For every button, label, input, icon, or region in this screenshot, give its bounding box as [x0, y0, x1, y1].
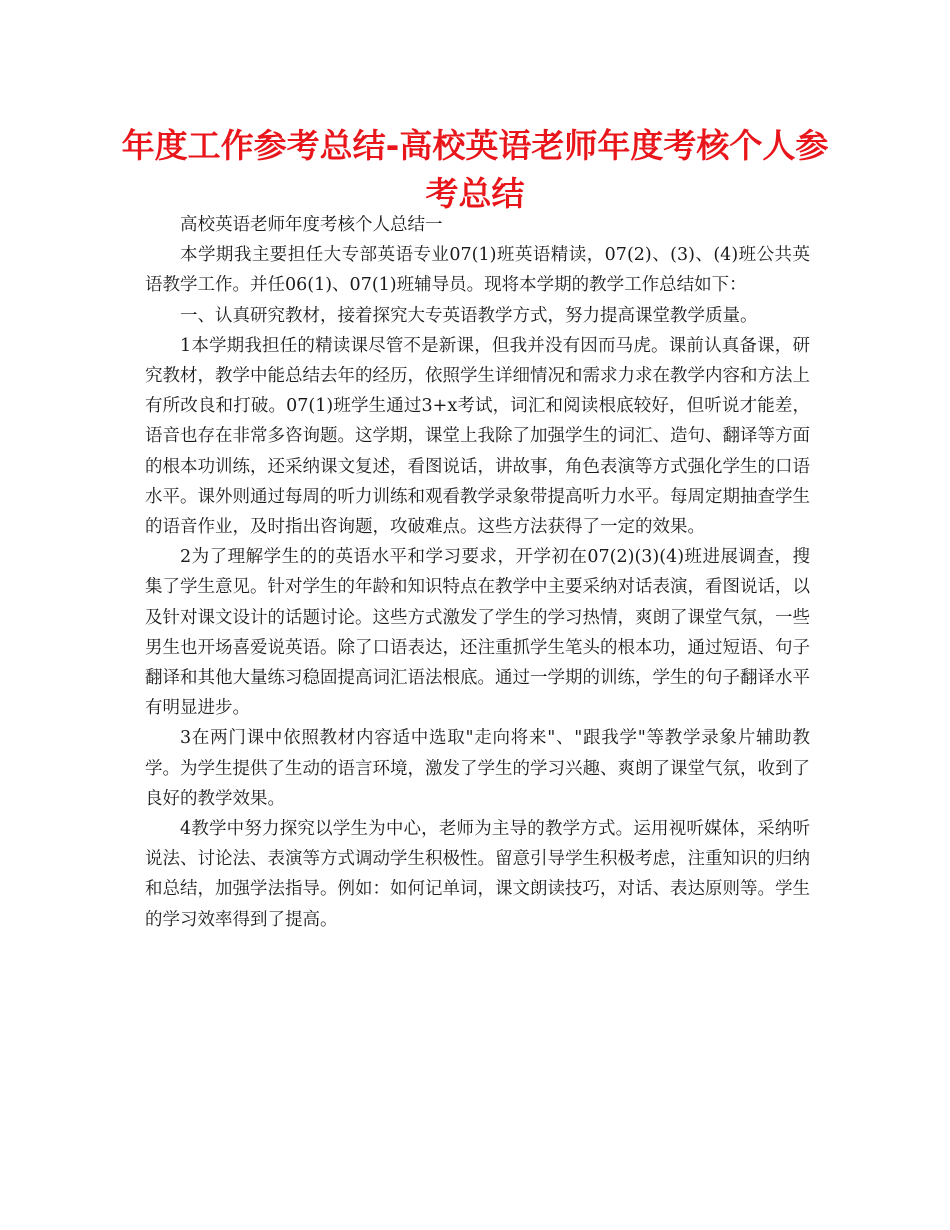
document-title: 年度工作参考总结-高校英语老师年度考核个人参考总结: [121, 126, 829, 213]
document-body: [145, 210, 810, 935]
section-heading: 高校英语老师年度考核个人总结一: [180, 215, 443, 235]
paragraph-item-2: 2为了理解学生的的英语水平和学习要求，开学初在07(2)(3)(4)班进展调查，搜集了学生意见。针对学生的年龄和知识特点在教学中主要采纳对话表演，看图说话，以及针对课文设计的话题讨论。这些方式激发了学生的学习热情，爽朗了课堂气氛，一些男生也开场喜爱说英语。除了口语表达，还注重抓学生笔头的根本功，通过短语、句子翻译和其他大量练习稳固提高词汇语法根底。通过一学期的训练，学生的句子翻译水平有明显进步。: [145, 547, 810, 719]
paragraph-point-heading: 一、认真研究教材，接着探究大专英语教学方式，努力提高课堂教学质量。: [180, 305, 758, 326]
paragraph-intro: 本学期我主要担任大专部英语专业07(1)班英语精读，07(2)、(3)、(4)班公共英语教学工作。并任06(1)、07(1)班辅导员。现将本学期的教学工作总结如下：: [145, 245, 810, 296]
paragraph-item-1: 1本学期我担任的精读课尽管不是新课，但我并没有因而马虎。课前认真备课，研究教材，教学中能总结去年的经历，依照学生详细情况和需求力求在教学内容和方法上有所改良和打破。07(1)班学生通过3+x考试，词汇和阅读根底较好，但听说才能差，语音也存在非常多咨询题。这学期，课堂上我除了加强学生的词汇、造句、翻译等方面的根本功训练，还采纳课文复述，看图说话，讲故事，角色表演等方式强化学生的口语水平。课外则通过每周的听力训练和观看教学录象带提高听力水平。每周定期抽查学生的语音作业，及时指出咨询题，攻破难点。这些方法获得了一定的效果。: [145, 335, 810, 538]
paragraph-item-4: 4教学中努力探究以学生为中心，老师为主导的教学方式。运用视听媒体，采纳听说法、讨论法、表演等方式调动学生积极性。留意引导学生积极考虑，注重知识的归纳和总结，加强学法指导。例如：如何记单词，课文朗读技巧，对话、表达原则等。学生的学习效率得到了提高。: [145, 819, 810, 930]
paragraph-item-3: 3在两门课中依照教材内容适中选取"走向将来"、"跟我学"等教学录象片辅助教学。为学生提供了生动的语言环境，激发了学生的学习兴趣、爽朗了课堂气氛，收到了良好的教学效果。: [145, 728, 810, 809]
